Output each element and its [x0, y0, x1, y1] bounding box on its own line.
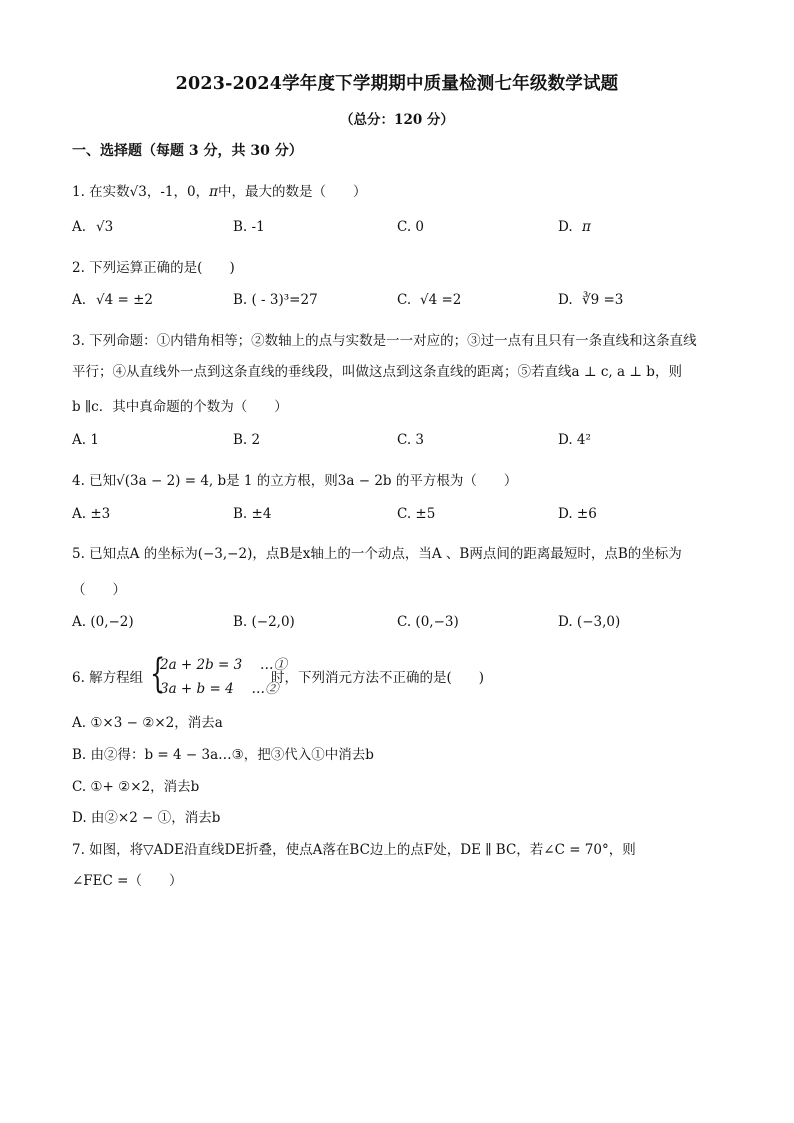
q5-option-c: C. (0,−3) [397, 614, 459, 630]
q2-option-c-value: √4 =2 [420, 292, 462, 308]
q4-option-d: D. ±6 [558, 506, 597, 522]
q1-tail: 中，最大的数是（ ） [218, 184, 367, 200]
q1-option-b: B. -1 [233, 219, 265, 235]
total-score: （总分：120 分） [340, 112, 454, 128]
question-7-line-2: ∠FEC =（ ） [72, 873, 183, 889]
question-3-line-1: 3. 下列命题：①内错角相等；②数轴上的点与实数是一一对应的；③过一点有且只有一条直线和这条直线 [72, 333, 697, 349]
q1-option-a-label: A. [72, 219, 87, 235]
q1-option-d-value: π [582, 219, 591, 235]
q5-option-a: A. (0,−2) [72, 614, 134, 630]
q6-equation-1: 2a + 2b = 3 …① [160, 657, 288, 673]
question-5-line-2: （ ） [72, 582, 126, 598]
question-2: 2. 下列运算正确的是( ) [72, 260, 235, 276]
q6-option-d: D. 由②×2 − ①，消去b [72, 810, 221, 826]
question-6-tail: 时，下列消元方法不正确的是( ) [271, 670, 485, 686]
q2-option-a-value: √4 = ±2 [96, 292, 153, 308]
q2-option-a-label: A. [72, 292, 87, 308]
question-4: 4. 已知√(3a − 2) = 4, b是 1 的立方根，则3a − 2b 的平方根为（ ） [72, 473, 518, 489]
question-6-stem: 6. 解方程组 [72, 670, 144, 686]
q1-pi: π [209, 184, 218, 200]
q6-option-c: C. ①+ ②×2，消去b [72, 779, 200, 795]
section-heading: 一、选择题（每题 3 分，共 30 分） [72, 143, 303, 159]
q1-sqrt3: √3 [129, 184, 147, 200]
q6-option-a: A. ①×3 − ②×2，消去a [72, 715, 223, 731]
q1-stem: 1. 在实数 [72, 184, 130, 200]
q3-option-d: D. 4² [558, 432, 591, 448]
q5-option-d: D. (−3,0) [558, 614, 621, 630]
q3-option-a: A. 1 [72, 432, 99, 448]
question-5-line-1: 5. 已知点A 的坐标为(−3,−2)，点B是x轴上的一个动点，当A 、B两点间的距离最短时，点B的坐标为 [72, 546, 682, 562]
question-3-line-3: b ∥c．其中真命题的个数为（ ） [72, 399, 288, 415]
q1-option-d-label: D. [558, 219, 573, 235]
q2-option-d-value: ∛9 =3 [582, 292, 624, 308]
question-7-line-1: 7. 如图，将▽ADE沿直线DE折叠，使点A落在BC边上的点F处，DE ∥ BC，若∠C = 70°，则 [72, 842, 636, 858]
question-3-line-2: 平行；④从直线外一点到这条直线的垂线段，叫做这点到这条直线的距离；⑤若直线a ⊥ c, a ⊥ b，则 [72, 364, 682, 380]
q3-option-c: C. 3 [397, 432, 425, 448]
q1-option-a-value: √3 [96, 219, 114, 235]
q5-option-b: B. (−2,0) [233, 614, 295, 630]
q1-option-c: C. 0 [397, 219, 425, 235]
q2-option-b: B. ( - 3)³=27 [233, 292, 318, 308]
page-title: 2023-2024学年度下学期期中质量检测七年级数学试题 [175, 74, 619, 94]
q2-option-d-label: D. [558, 292, 573, 308]
q4-option-a: A. ±3 [72, 506, 111, 522]
q4-option-c: C. ±5 [397, 506, 436, 522]
system-brace: { [150, 651, 166, 697]
q2-option-c-label: C. [397, 292, 412, 308]
question-1 [72, 180, 367, 200]
q1-list: ，-1，0， [146, 184, 210, 200]
q4-option-b: B. ±4 [233, 506, 272, 522]
q3-option-b: B. 2 [233, 432, 261, 448]
q6-equation-2: 3a + b = 4 …② [160, 681, 279, 697]
q6-option-b: B. 由②得：b = 4 − 3a…③，把③代入①中消去b [72, 747, 374, 763]
